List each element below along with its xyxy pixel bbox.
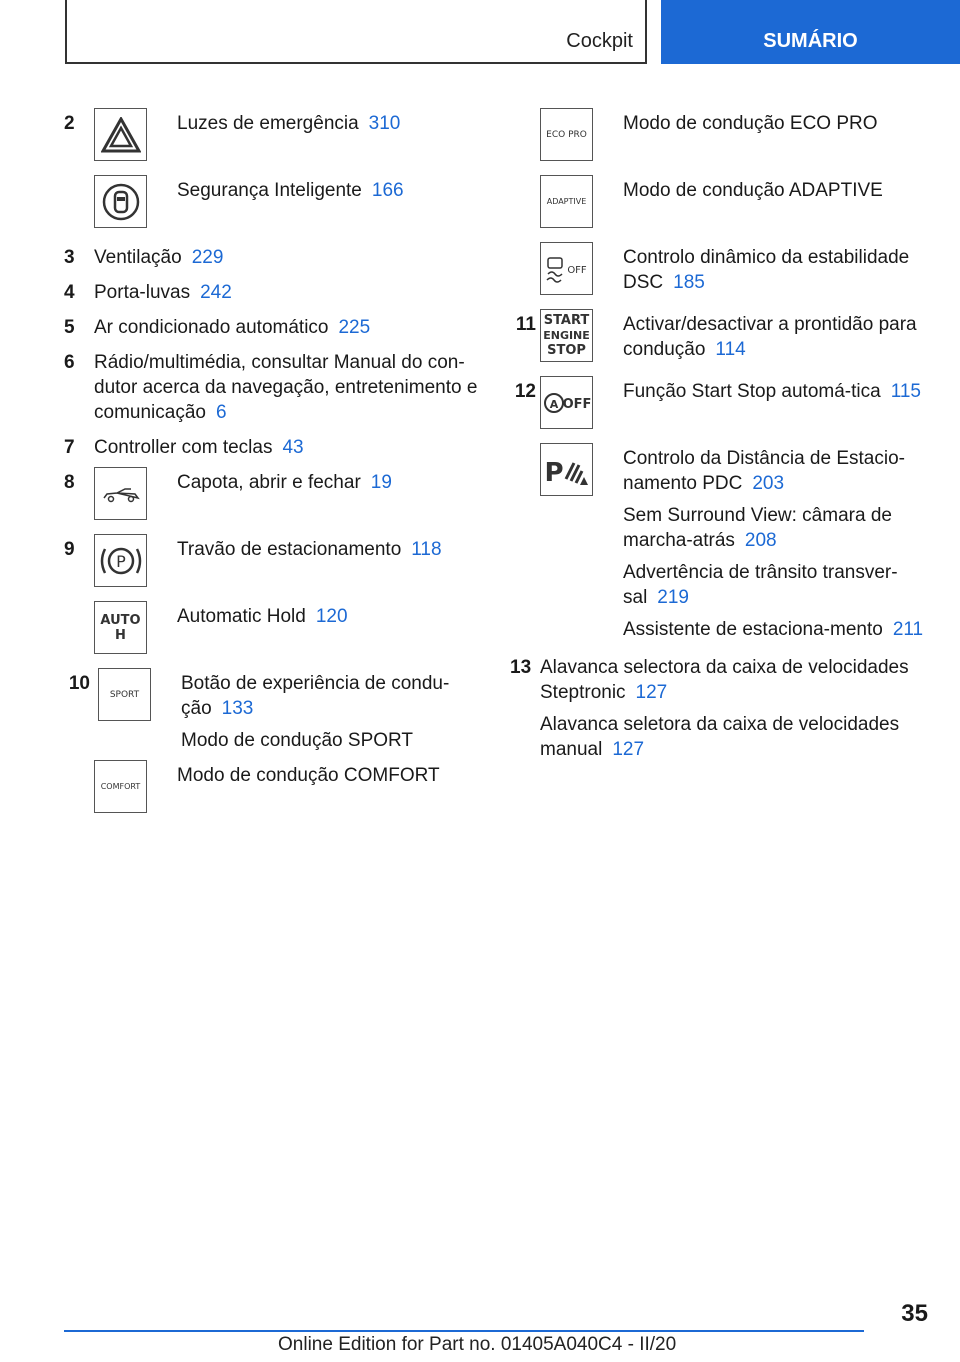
- parking-brake-icon: [94, 534, 147, 587]
- svg-text:OFF: OFF: [562, 396, 591, 412]
- auto-start-stop-off-icon: [540, 376, 593, 429]
- entry-radio: 6 Rádio/multimédia, consultar Manual do con-dutor acerca da navegação, entretenimento e comunicação 6: [64, 352, 478, 423]
- entry-driving-experience: 10 SPORT Botão de experiência de condu-ção 133 Modo de condução SPORT: [64, 668, 484, 753]
- page-link[interactable]: 310: [368, 113, 401, 134]
- entry-adaptive: ADAPTIVE Modo de condução ADAPTIVE: [510, 175, 930, 228]
- sport-mode-icon: SPORT: [98, 668, 151, 721]
- entry-start-stop-button: 11 START ENGINE STOP Activar/desactivar a prontidão para condução 114: [510, 309, 930, 362]
- entry-controller: 7 Controller com teclas 43: [64, 437, 304, 458]
- hazard-triangle-icon: [94, 108, 147, 161]
- right-column: [510, 108, 930, 762]
- entry-text: Segurança Inteligente 166: [177, 180, 404, 201]
- intelligent-safety-icon: [94, 175, 147, 228]
- page-link[interactable]: 118: [411, 539, 442, 560]
- entry-dsc: OFF Controlo dinâmico da estabilidade DSC 185: [510, 242, 930, 295]
- page-link[interactable]: 225: [338, 317, 371, 338]
- contents-tab[interactable]: SUMÁRIO: [661, 0, 960, 64]
- entry-auto-start-stop: 12 A OFF Função Start Stop automá-tica 115: [510, 376, 930, 429]
- entry-automatic-hold: AUTO H Automatic Hold 120: [64, 601, 484, 654]
- entry-hazard: [64, 108, 484, 161]
- park-distance-control-icon: [540, 443, 593, 496]
- page-link[interactable]: 203: [752, 473, 785, 494]
- page-link[interactable]: 127: [612, 739, 645, 760]
- entry-intelligent-safety: [64, 175, 484, 228]
- page-link[interactable]: 185: [673, 272, 705, 293]
- page-link[interactable]: 127: [635, 682, 668, 703]
- page-link[interactable]: 19: [370, 472, 392, 493]
- eco-pro-icon: ECO PRO: [540, 108, 593, 161]
- page-link[interactable]: 133: [221, 698, 254, 719]
- page-link[interactable]: 115: [890, 381, 921, 402]
- auto-hold-icon: AUTO H: [94, 601, 147, 654]
- start-engine-stop-icon: START ENGINE STOP: [540, 309, 593, 362]
- adaptive-mode-icon: ADAPTIVE: [540, 175, 593, 228]
- page-link[interactable]: 242: [200, 282, 232, 303]
- entry-comfort-mode: COMFORT Modo de condução COMFORT: [64, 760, 484, 813]
- page-link[interactable]: 43: [282, 437, 304, 458]
- entry-convertible-top: 8 Capota, abrir e fechar 19: [64, 467, 484, 520]
- page-link[interactable]: 229: [191, 247, 224, 268]
- page-link[interactable]: 166: [371, 180, 404, 201]
- page-link[interactable]: 211: [892, 619, 924, 640]
- page-number: 35: [901, 1300, 928, 1327]
- page-link[interactable]: 6: [215, 402, 227, 423]
- svg-text:P: P: [115, 551, 126, 571]
- left-column: [64, 108, 484, 813]
- entry-pdc: P Controlo da Distância de Estacio-namento PDC 203 Sem Surround View: câmara de marcha-atrás 208 Advertência de trânsito transver-sal 219 Assistente de estaciona-mento 211: [510, 443, 930, 642]
- page-link[interactable]: 208: [744, 530, 777, 551]
- entry-gear-selector: 13 Alavanca selectora da caixa de velocidades Steptronic 127 Alavanca seletora da caixa de velocidades manual 127: [510, 657, 909, 760]
- entry-air-conditioning: 5 Ar condicionado automático 225: [64, 317, 371, 338]
- entry-eco-pro: ECO PRO Modo de condução ECO PRO: [510, 108, 930, 161]
- entry-ventilation: 3 Ventilação 229: [64, 247, 224, 268]
- dsc-off-icon: [540, 242, 593, 295]
- page-link[interactable]: 219: [657, 587, 689, 608]
- sport-mode-text: Modo de condução SPORT: [181, 730, 414, 751]
- section-title: Cockpit: [566, 30, 633, 52]
- header-box: [65, 0, 647, 64]
- entry-text: Luzes de emergência 310: [177, 113, 401, 134]
- page-link[interactable]: 114: [715, 339, 746, 360]
- svg-text:OFF: OFF: [566, 264, 587, 276]
- entry-parking-brake: 9 P Travão de estacionamento 118: [64, 534, 484, 587]
- footer-divider: [64, 1330, 864, 1332]
- svg-text:A: A: [549, 397, 558, 411]
- item-number: 2: [64, 113, 75, 134]
- svg-text:P: P: [543, 457, 564, 488]
- comfort-mode-icon: COMFORT: [94, 760, 147, 813]
- page-link[interactable]: 120: [315, 606, 348, 627]
- entry-glovebox: 4 Porta-luvas 242: [64, 282, 232, 303]
- edition-note: Online Edition for Part no. 01405A040C4 - II/20: [278, 1334, 677, 1355]
- convertible-car-icon: [94, 467, 147, 520]
